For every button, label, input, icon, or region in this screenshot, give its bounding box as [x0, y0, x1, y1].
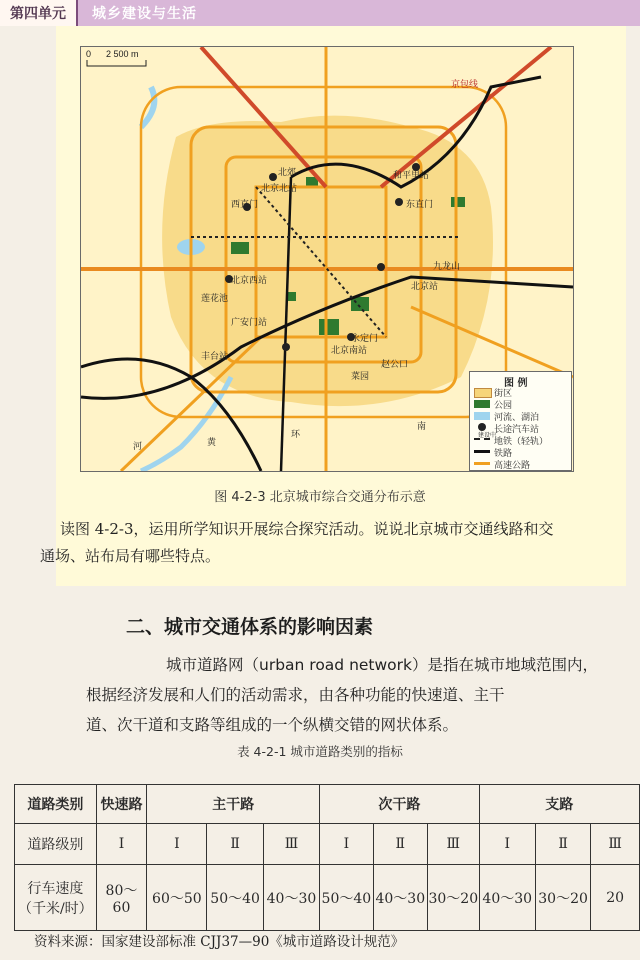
scale-distance: 2 500 m [106, 49, 139, 59]
table-cell: Ⅱ [373, 824, 427, 865]
table-cell: 60～50 [147, 865, 207, 931]
road-category-table [14, 784, 640, 931]
table-caption: 表 4-2-1 城市道路类别的指标 [237, 744, 403, 759]
map-label-fengtai: 丰台站 [201, 352, 229, 362]
legend-subway-note: 建设中 [478, 432, 497, 439]
table-cell: Ⅰ [479, 824, 535, 865]
table-cell: 40～30 [263, 865, 319, 931]
legend-subway-swatch [474, 438, 490, 440]
table-cell: 80～60 [96, 865, 147, 931]
figure-caption: 图 4-2-3 北京城市综合交通分布示意 [214, 490, 426, 505]
map-label-huang: 黄 [207, 438, 217, 448]
table-cell: Ⅱ [535, 824, 590, 865]
table-cell: Ⅰ [320, 824, 373, 865]
legend-item-subway: 地铁（轻轨） [494, 437, 549, 447]
activity-paragraph [40, 516, 620, 570]
map-label-hepingli: 和平里站 [393, 171, 430, 181]
map-label-beijing-station: 北京站 [411, 282, 439, 292]
table-row [15, 824, 640, 865]
map-label-xizhimen: 西直门 [231, 200, 259, 210]
table-cell: 30～20 [428, 865, 480, 931]
legend-item-block: 街区 [494, 389, 513, 399]
map-label-beijing-north-station: 北京北站 [261, 184, 298, 194]
map-label-guanganmen: 广安门站 [231, 318, 268, 328]
unit-label: 第四单元 [0, 0, 78, 26]
section-paragraph [86, 650, 626, 740]
map-label-jingbao: 京包线 [451, 80, 479, 90]
table-cell: Ⅱ [207, 824, 263, 865]
map-label-caiyuan: 菜园 [351, 372, 370, 382]
table-cell: 40～30 [373, 865, 427, 931]
legend-item-expressway: 高速公路 [494, 461, 531, 471]
activity-line-1: 读图 4-2-3，运用所学知识开展综合探究活动。说说北京城市交通线路和交 [60, 520, 554, 538]
table-cell: 50～40 [320, 865, 373, 931]
header-branch-road: 支路 [479, 785, 639, 824]
table-cell: 50～40 [207, 865, 263, 931]
legend-block-swatch [474, 388, 492, 398]
map-label-nan: 南 [417, 422, 427, 432]
table-cell: 20 [591, 865, 640, 931]
map-label-he: 河 [133, 442, 143, 452]
map-label-beijiao: 北郊 [278, 168, 297, 178]
legend-item-park: 公园 [494, 401, 513, 411]
legend-item-water: 河流、湖泊 [494, 413, 540, 423]
table-cell: Ⅰ [147, 824, 207, 865]
legend-item-bus: 长途汽车站 [494, 425, 540, 435]
table-cell: 40～30 [479, 865, 535, 931]
section-line-2: 根据经济发展和人们的活动需求，由各种功能的快速道、主干 [86, 686, 505, 704]
scale-zero: 0 [86, 49, 92, 59]
table-cell: Ⅰ [96, 824, 147, 865]
data-source-note: 资料来源：国家建设部标准 CJJ37—90《城市道路设计规范》 [34, 934, 405, 950]
row-label-speed [15, 865, 97, 931]
unit-header-band [0, 0, 640, 26]
section-line-1: 城市道路网（urban road network）是指在城市地域范围内， [166, 656, 599, 674]
speed-label-line-2: （千米/时） [17, 900, 93, 917]
header-expressway: 快速路 [96, 785, 147, 824]
table-cell: Ⅲ [428, 824, 480, 865]
map-label-dongzhimen: 东直门 [406, 200, 434, 210]
map-label-jiulongshan: 九龙山 [433, 262, 461, 272]
table-row [15, 865, 640, 931]
legend-expressway-swatch [474, 462, 490, 465]
legend-item-railway: 铁路 [494, 449, 513, 459]
activity-line-2: 通场、站布局有哪些特点。 [40, 547, 221, 565]
table-cell: Ⅲ [263, 824, 319, 865]
map-label-lianhuachi: 莲花池 [201, 294, 229, 304]
table-cell: 30～20 [535, 865, 590, 931]
legend-park-swatch [474, 400, 490, 408]
map-label-beijing-south-station: 北京南站 [331, 346, 368, 356]
chapter-title: 城乡建设与生活 [92, 6, 197, 22]
section-line-3: 道、次干道和支路等组成的一个纵横交错的网状体系。 [86, 716, 459, 734]
legend-water-swatch [474, 412, 490, 420]
map-legend [469, 371, 572, 471]
row-label-grade: 道路级别 [15, 824, 97, 865]
section-heading: 二、城市交通体系的影响因素 [126, 616, 374, 638]
map-label-huan: 环 [291, 430, 301, 440]
speed-label-line-1: 行车速度 [27, 880, 84, 897]
map-label-beijing-west-station: 北京西站 [231, 276, 268, 286]
table-cell: Ⅲ [591, 824, 640, 865]
map-label-zhaogongkou: 赵公口 [381, 360, 409, 370]
header-main-road: 主干路 [147, 785, 320, 824]
table-row [15, 785, 640, 824]
legend-title: 图 例 [504, 378, 528, 389]
legend-rail-swatch [474, 450, 490, 453]
header-road-category: 道路类别 [15, 785, 97, 824]
header-secondary-road: 次干路 [320, 785, 479, 824]
map-label-yongdingmen: 永定门 [351, 334, 379, 344]
